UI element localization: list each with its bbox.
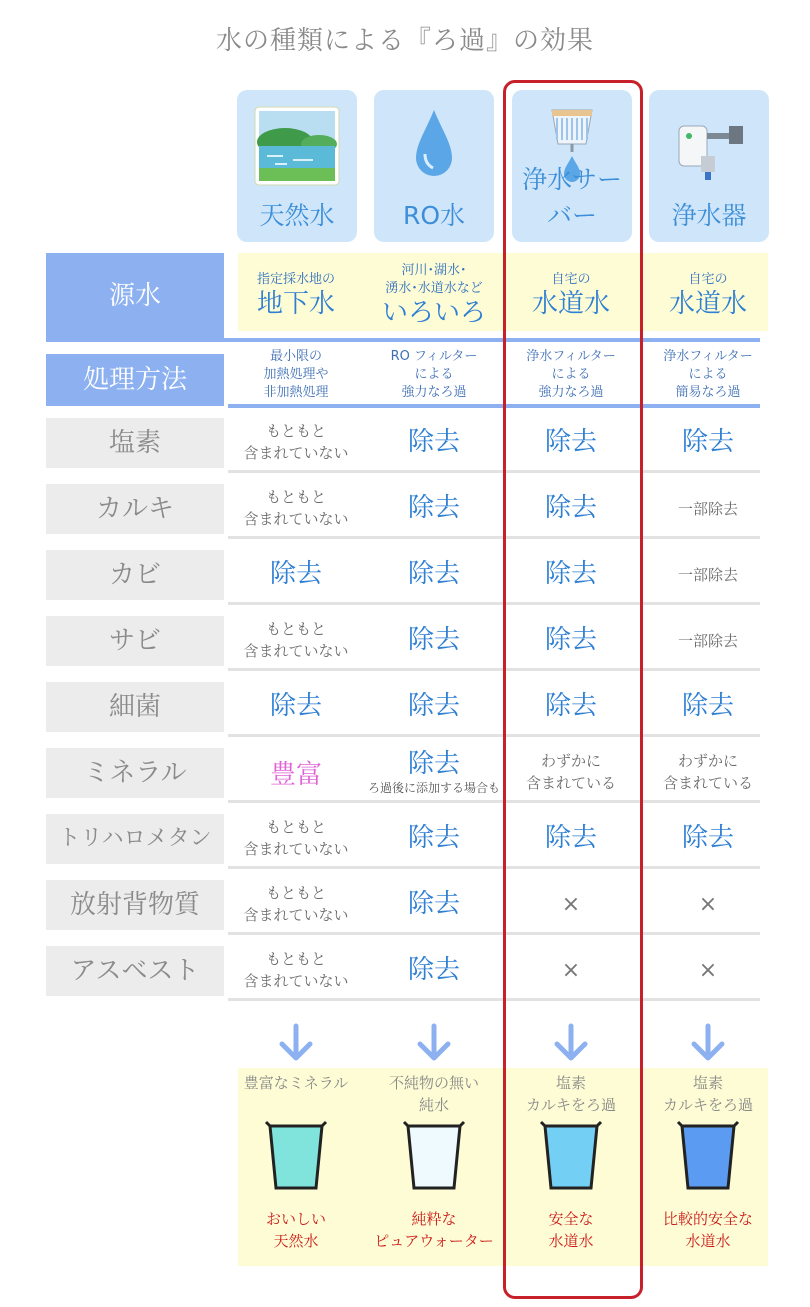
row-header: [46, 880, 224, 930]
source-type: いろいろ: [381, 298, 486, 328]
cell-value: もともと 含まれていない: [243, 620, 349, 660]
divider: [46, 338, 760, 342]
row-label: カビ: [108, 560, 161, 590]
row-cell: [640, 678, 776, 734]
row-cell: [228, 942, 364, 998]
water-server-highlight: [503, 80, 643, 1299]
source-row-label: 源水: [108, 281, 161, 311]
method-cell: 浄水フィルター による 簡易なろ過: [663, 349, 753, 400]
source-origin: 自宅の: [551, 272, 591, 287]
column-card-ro-water: [374, 90, 494, 242]
row-cell: [640, 876, 776, 932]
row-cell: [640, 612, 776, 668]
cell-value: 除去: [544, 823, 597, 853]
method-cell: 浄水フィルター による 強力なろ過: [526, 349, 616, 400]
row-header: [46, 616, 224, 666]
row-cell: [228, 612, 364, 668]
row-label: サビ: [108, 626, 161, 656]
row-cell: [228, 414, 364, 470]
result-conclusion: 比較的安全な 水道水: [662, 1210, 753, 1250]
cell-value: 除去: [681, 427, 734, 457]
column-label: 天然水: [259, 201, 335, 230]
row-cell: [228, 810, 364, 866]
down-arrow-icon: [688, 1022, 728, 1064]
cell-value: 除去: [407, 955, 460, 985]
method-row-label: 処理方法: [82, 365, 187, 395]
source-type: 水道水: [531, 289, 610, 319]
water-glass-icon: [262, 1120, 330, 1192]
source-origin: 自宅の: [688, 272, 728, 287]
row-cell: [366, 678, 502, 734]
row-cell: [228, 678, 364, 734]
row-label: 細菌: [108, 692, 161, 722]
row-cell: [640, 744, 776, 800]
row-cell: [366, 414, 502, 470]
row-cell: [640, 810, 776, 866]
result-conclusion: おいしい 天然水: [265, 1210, 326, 1250]
row-cell: [640, 414, 776, 470]
cell-value: 除去: [544, 427, 597, 457]
cell-value: 除去: [407, 748, 460, 779]
row-cell: [640, 480, 776, 536]
row-cell: [366, 744, 502, 800]
ro-note: ろ過後に添加する場合も: [367, 780, 500, 795]
method-cell: RO フィルター による 強力なろ過: [390, 349, 478, 400]
row-header: [46, 814, 224, 864]
result-conclusion: 安全な 水道水: [548, 1210, 594, 1250]
source-origin: 河川･湖水･ 湧水･水道水など: [385, 263, 483, 296]
row-divider: [228, 668, 760, 671]
source-type: 水道水: [668, 289, 747, 319]
cell-value: 除去: [407, 889, 460, 919]
source-type: 地下水: [256, 289, 335, 319]
row-header: [46, 748, 224, 798]
row-divider: [228, 470, 760, 473]
cell-value: もともと 含まれていない: [243, 818, 349, 858]
row-header: [46, 418, 224, 468]
cell-value: 除去: [681, 691, 734, 721]
column-card-natural-water: [237, 90, 357, 242]
row-label: 塩素: [108, 428, 161, 458]
cell-value: ×: [698, 891, 718, 917]
method-cell: 最小限の 加熱処理や 非加熱処理: [263, 349, 329, 400]
row-label: カルキ: [95, 494, 174, 524]
cell-value: もともと 含まれていない: [243, 950, 349, 990]
row-cell: [640, 546, 776, 602]
row-divider: [228, 866, 760, 869]
row-cell: [366, 546, 502, 602]
row-divider: [228, 998, 760, 1001]
source-row-header: [46, 253, 224, 339]
column-label: 浄水器: [671, 201, 747, 230]
row-label: アスベスト: [70, 956, 200, 986]
source-origin: 指定採水地の: [256, 272, 335, 287]
cell-value: 一部除去: [677, 631, 738, 650]
column-card-water-purifier: [649, 90, 769, 242]
row-header: [46, 550, 224, 600]
source-cell: [366, 256, 502, 334]
cell-value: ×: [561, 957, 581, 983]
cell-value: もともと 含まれていない: [243, 422, 349, 462]
cell-value: 豊富: [269, 759, 322, 790]
page-title: 水の種類による『ろ過』の効果: [215, 26, 594, 56]
result-description: 不純物の無い 純水: [388, 1074, 479, 1114]
row-label: ミネラル: [83, 758, 187, 788]
row-divider: [228, 602, 760, 605]
row-header: [46, 484, 224, 534]
row-cell: [228, 480, 364, 536]
row-label: 放射背物質: [69, 890, 200, 920]
down-arrow-icon: [414, 1022, 454, 1064]
row-cell: [228, 876, 364, 932]
result-description: 塩素 カルキをろ過: [662, 1074, 753, 1114]
result-description: 豊富なミネラル: [243, 1074, 349, 1092]
row-cell: [228, 546, 364, 602]
method-row-header: [46, 354, 224, 406]
cell-value: 除去: [407, 559, 460, 589]
column-label: RO水: [402, 201, 466, 230]
divider: [228, 404, 760, 408]
cell-value: 一部除去: [677, 499, 738, 518]
row-label: トリハロメタン: [58, 826, 212, 851]
water-glass-icon: [400, 1120, 468, 1192]
cell-value: ×: [561, 891, 581, 917]
cell-value: 除去: [681, 823, 734, 853]
faucet-filter-icon: [649, 102, 769, 187]
cell-value: 除去: [407, 691, 460, 721]
cell-value: もともと 含まれていない: [243, 884, 349, 924]
cell-value: もともと 含まれていない: [243, 488, 349, 528]
row-header: [46, 946, 224, 996]
landscape-icon: [237, 102, 357, 187]
row-cell: [366, 876, 502, 932]
cell-value: 除去: [544, 559, 597, 589]
row-divider: [228, 932, 760, 935]
cell-value: 除去: [407, 625, 460, 655]
row-cell: [366, 480, 502, 536]
source-cell: [228, 256, 364, 334]
cell-value: 除去: [407, 823, 460, 853]
row-cell: [366, 942, 502, 998]
cell-value: わずかに 含まれている: [662, 752, 753, 792]
cell-value: 除去: [269, 559, 322, 589]
row-cell: [228, 744, 364, 800]
cell-value: 除去: [544, 691, 597, 721]
water-glass-icon: [674, 1120, 742, 1192]
row-divider: [228, 536, 760, 539]
water-drop-icon: [374, 102, 494, 187]
row-divider: [228, 800, 760, 803]
result-description: 塩素 カルキをろ過: [525, 1074, 616, 1114]
cell-value: 除去: [407, 427, 460, 457]
cell-value: わずかに 含まれている: [525, 752, 616, 792]
row-cell: [366, 810, 502, 866]
column-label: 浄水サーバー: [521, 165, 622, 230]
row-cell: [366, 612, 502, 668]
down-arrow-icon: [276, 1022, 316, 1064]
source-cell: [640, 256, 776, 334]
result-conclusion: 純粋な ピュアウォーター: [374, 1210, 494, 1250]
cell-value: 除去: [544, 493, 597, 523]
row-divider: [228, 734, 760, 737]
cell-value: ×: [698, 957, 718, 983]
cell-value: 除去: [407, 493, 460, 523]
cell-value: 除去: [269, 691, 322, 721]
cell-value: 一部除去: [677, 565, 738, 584]
cell-value: 除去: [544, 625, 597, 655]
row-header: [46, 682, 224, 732]
row-cell: [640, 942, 776, 998]
